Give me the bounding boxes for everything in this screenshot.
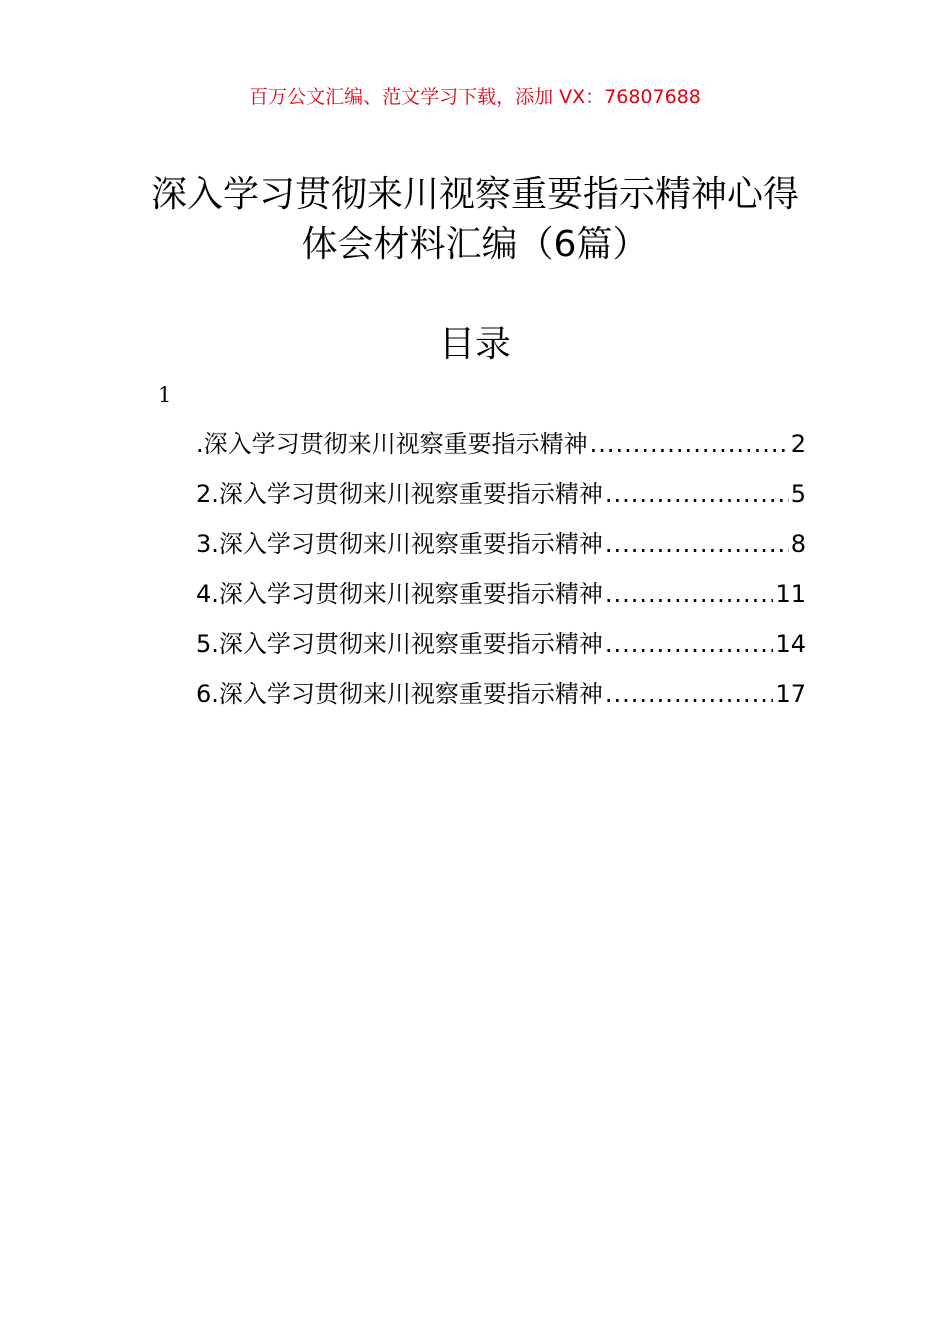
toc-leader-dots	[605, 576, 774, 612]
toc-heading: 目录	[438, 324, 511, 365]
toc-entry[interactable]	[196, 576, 806, 626]
toc-entry-page: 2	[790, 430, 806, 458]
toc-entry-title: 2.深入学习贯彻来川视察重要指示精神	[196, 480, 603, 508]
toc-leader-dots	[605, 526, 789, 562]
toc-entry[interactable]	[196, 476, 806, 526]
document-title-line-2: 体会材料汇编（6篇）	[301, 224, 649, 265]
toc-entry[interactable]	[196, 676, 806, 726]
document-title-line-1: 深入学习贯彻来川视察重要指示精神心得	[150, 174, 799, 215]
toc-leader-dots	[590, 426, 789, 462]
toc-entry-page: 14	[775, 630, 806, 658]
toc-entry-title: 5.深入学习贯彻来川视察重要指示精神	[196, 630, 603, 658]
toc-entry-title: 3.深入学习贯彻来川视察重要指示精神	[196, 530, 603, 558]
toc-entry[interactable]	[196, 526, 806, 576]
toc-entry-title: 4.深入学习贯彻来川视察重要指示精神	[196, 580, 603, 608]
toc-leader-dots	[605, 676, 774, 712]
toc-marker: 1	[158, 383, 172, 407]
toc-leader-dots	[605, 626, 774, 662]
toc-entry-page: 8	[790, 530, 806, 558]
toc-entry-page: 11	[775, 580, 806, 608]
toc-leader-dots	[605, 476, 789, 512]
toc-entry-page: 17	[775, 680, 806, 708]
toc-entry[interactable]	[196, 626, 806, 676]
toc-entry-page: 5	[790, 480, 806, 508]
header-note: 百万公文汇编、范文学习下载，添加 VX：76807688	[249, 86, 701, 108]
toc-entry-title: 6.深入学习贯彻来川视察重要指示精神	[196, 680, 603, 708]
table-of-contents	[196, 426, 806, 726]
toc-entry[interactable]	[196, 426, 806, 476]
toc-entry-title: .深入学习贯彻来川视察重要指示精神	[196, 430, 588, 458]
